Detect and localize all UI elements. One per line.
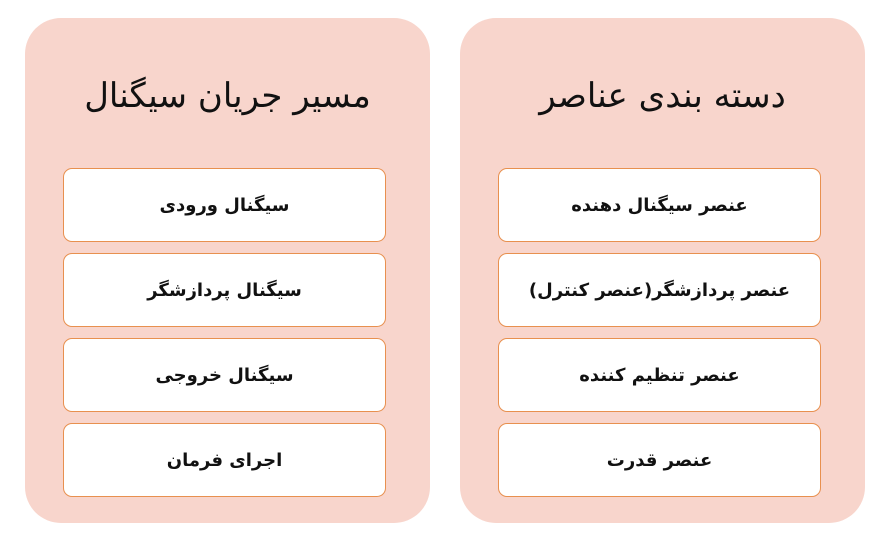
signal-path-item-execution: اجرای فرمان [63,423,386,497]
signal-path-item-output: سیگنال خروجی [63,338,386,412]
element-categories-list [498,168,821,508]
element-category-signal-giver: عنصر سیگنال دهنده [498,168,821,242]
element-category-regulator: عنصر تنظیم کننده [498,338,821,412]
element-categories-title: دسته بندی عناصر [539,76,786,116]
element-category-power: عنصر قدرت [498,423,821,497]
element-category-processor: عنصر پردازشگر(عنصر کنترل) [498,253,821,327]
signal-path-item-input: سیگنال ورودی [63,168,386,242]
signal-path-title: مسیر جریان سیگنال [84,76,371,116]
signal-path-item-processor: سیگنال پردازشگر [63,253,386,327]
signal-path-panel [25,18,430,523]
signal-path-list [63,168,386,508]
element-categories-panel [460,18,865,523]
